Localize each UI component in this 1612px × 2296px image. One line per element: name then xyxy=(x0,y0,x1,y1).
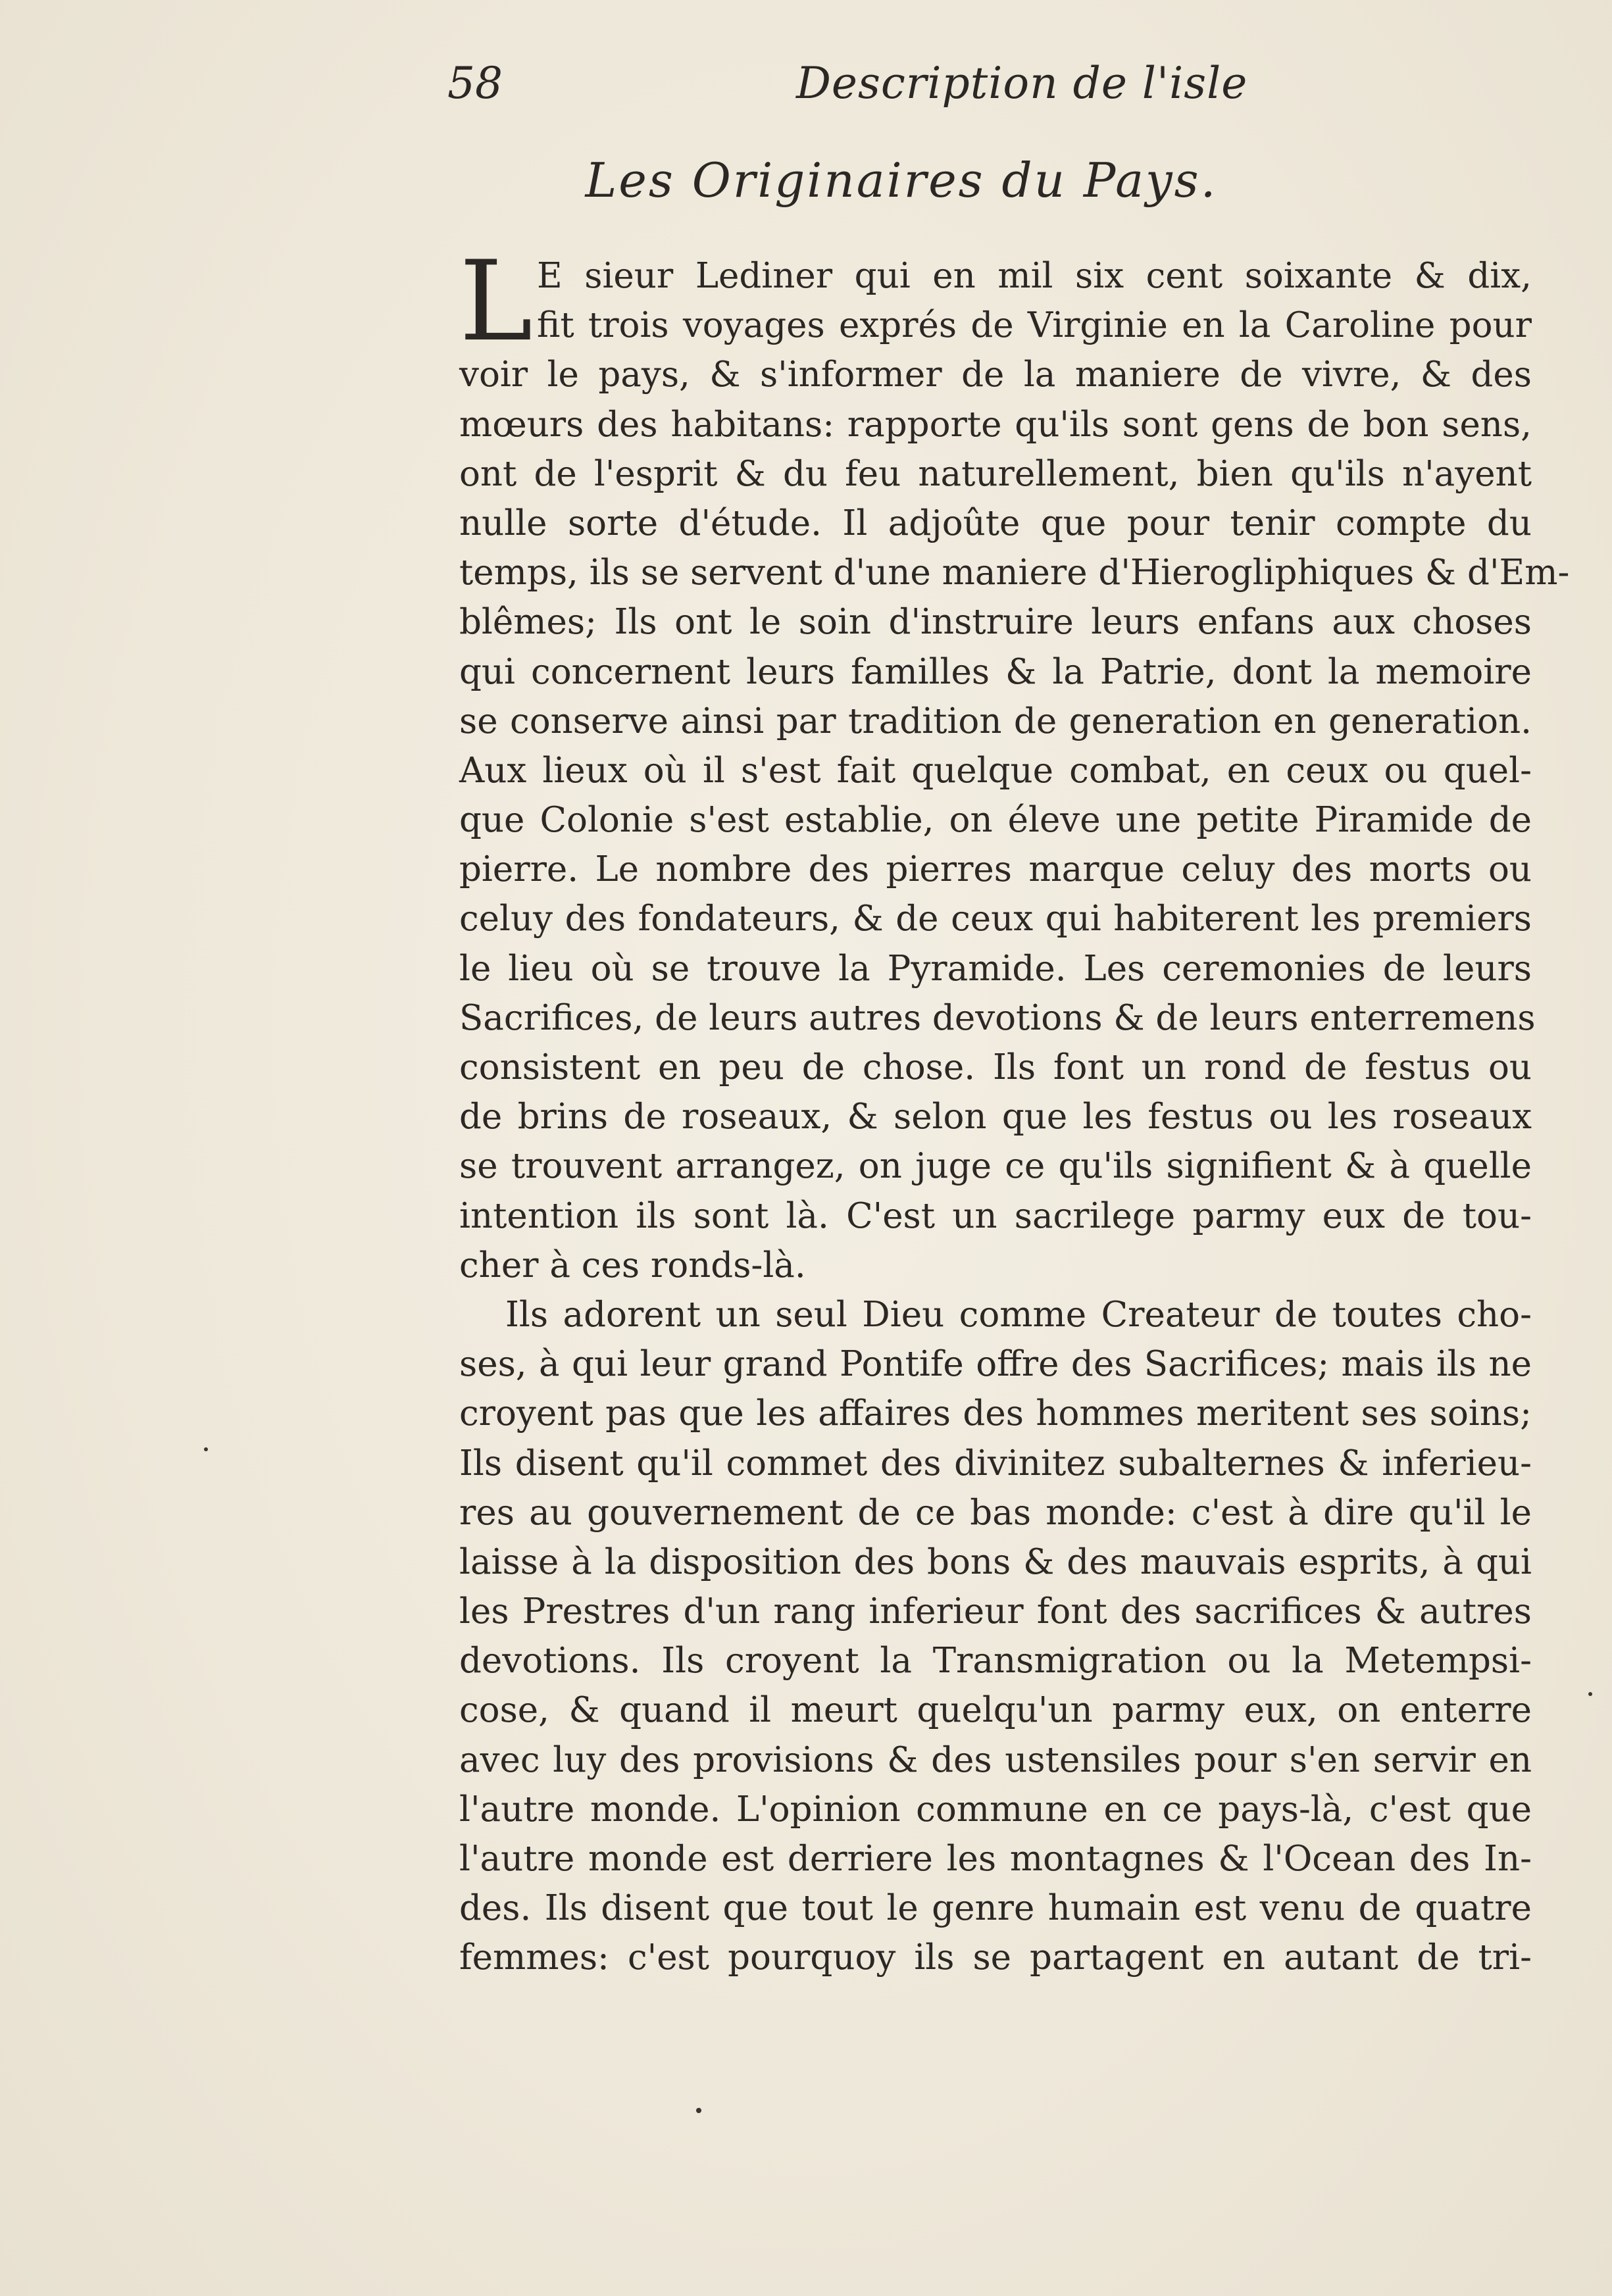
ink-speck xyxy=(1588,1692,1592,1696)
text-line: se trouvent arrangez, on juge ce qu'ils signifient & à quelle xyxy=(459,1146,1532,1187)
text-line: de brins de roseaux, & selon que les festus ou les roseaux xyxy=(459,1097,1532,1137)
body-text xyxy=(459,237,1570,1983)
page-number: 58 xyxy=(447,58,503,109)
running-head xyxy=(447,58,1421,117)
text-line: temps, ils se servent d'une maniere d'Hierogliphiques & d'Em- xyxy=(459,553,1570,593)
text-line: voir le pays, & s'informer de la maniere de vivre, & des xyxy=(459,355,1532,395)
text-line: pierre. Le nombre des pierres marque celuy des morts ou xyxy=(459,849,1532,890)
text-line: avec luy des provisions & des ustensiles pour s'en servir en xyxy=(459,1739,1532,1780)
text-line: que Colonie s'est establie, on éleve une petite Piramide de xyxy=(459,800,1532,841)
text-line: l'autre monde est derriere les montagnes & l'Ocean des In- xyxy=(459,1839,1532,1879)
text-line: le lieu où se trouve la Pyramide. Les ceremonies de leurs xyxy=(459,948,1532,989)
text-line: cher à ces ronds-là. xyxy=(459,1245,806,1285)
text-line: res au gouvernement de ce bas monde: c'est à dire qu'il le xyxy=(459,1492,1532,1533)
text-line: Ils disent qu'il commet des divinitez subalternes & inferieu- xyxy=(459,1443,1532,1484)
text-line: ses, à qui leur grand Pontife offre des Sacrifices; mais ils ne xyxy=(459,1344,1532,1385)
text-line: laisse à la disposition des bons & des mauvais esprits, à qui xyxy=(459,1541,1532,1582)
text-line: qui concernent leurs familles & la Patrie, dont la memoire xyxy=(459,651,1532,692)
text-line: Ils adorent un seul Dieu comme Createur de toutes cho- xyxy=(505,1294,1532,1335)
text-line: se conserve ainsi par tradition de generation en generation. xyxy=(459,701,1532,741)
text-line: mœurs des habitans: rapporte qu'ils sont gens de bon sens, xyxy=(459,404,1532,445)
text-line: croyent pas que les affaires des hommes meritent ses soins; xyxy=(459,1393,1532,1434)
text-line: Aux lieux où il s'est fait quelque combat, en ceux ou quel- xyxy=(459,750,1532,791)
text-line: les Prestres d'un rang inferieur font des sacrifices & autres xyxy=(459,1591,1532,1632)
text-line: intention ils sont là. C'est un sacrilege parmy eux de tou- xyxy=(459,1195,1532,1236)
text-line: femmes: c'est pourquoy ils se partagent en autant de tri- xyxy=(459,1937,1532,1978)
ink-speck xyxy=(696,2108,701,2113)
drop-cap: L xyxy=(459,237,533,366)
text-line: nulle sorte d'étude. Il adjoûte que pour tenir compte du xyxy=(459,503,1532,543)
text-line: consistent en peu de chose. Ils font un rond de festus ou xyxy=(459,1047,1532,1087)
text-line: l'autre monde. L'opinion commune en ce pays-là, c'est que xyxy=(459,1789,1532,1830)
running-title: Description de l'isle xyxy=(796,58,1248,109)
text-line: des. Ils disent que tout le genre humain est venu de quatre xyxy=(459,1888,1532,1929)
ink-speck xyxy=(204,1447,208,1451)
text-line: cose, & quand il meurt quelqu'un parmy eux, on enterre xyxy=(459,1690,1532,1731)
section-title: Les Originaires du Pays. xyxy=(585,153,1218,208)
paragraph-2 xyxy=(459,1290,1532,1983)
text-line: celuy des fondateurs, & de ceux qui habiterent les premiers xyxy=(459,899,1532,939)
text-line: fit trois voyages exprés de Virginie en la Caroline pour xyxy=(537,305,1532,346)
text-line: devotions. Ils croyent la Transmigration ou la Metempsi- xyxy=(459,1641,1532,1682)
paragraph-1 xyxy=(459,237,1570,1290)
text-line: ont de l'esprit & du feu naturellement, bien qu'ils n'ayent xyxy=(459,453,1532,494)
text-line: E sieur Lediner qui en mil six cent soixante & dix, xyxy=(537,256,1532,296)
text-line: blêmes; Ils ont le soin d'instruire leurs enfans aux choses xyxy=(459,602,1532,643)
text-line: Sacrifices, de leurs autres devotions & de leurs enterremens xyxy=(459,997,1536,1038)
